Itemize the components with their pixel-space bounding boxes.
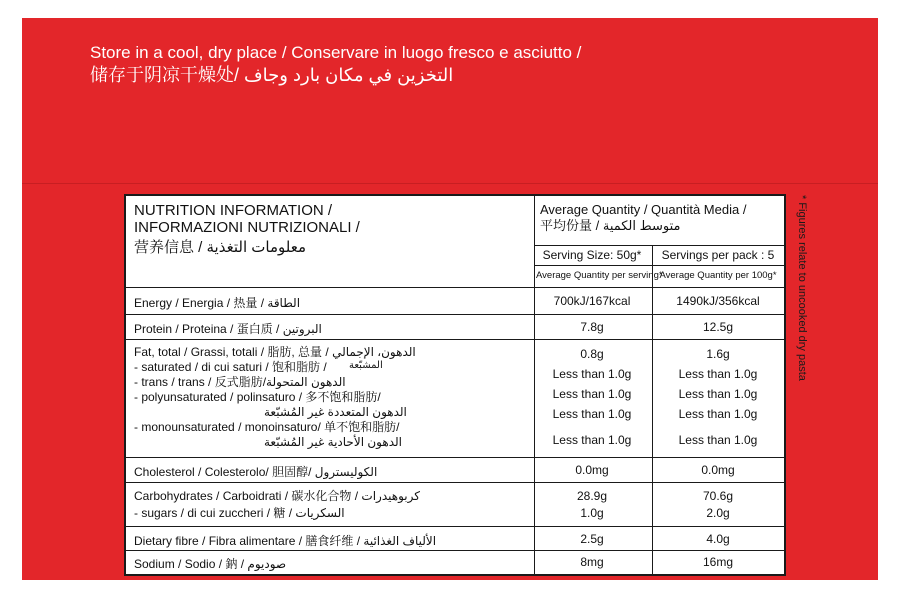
title-en: NUTRITION INFORMATION / — [134, 202, 333, 219]
cholesterol-serving: 0.0mg — [575, 463, 609, 477]
sodium-per100: 16mg — [702, 555, 734, 569]
energy-row — [126, 287, 784, 314]
sodium-label: Sodium / Sodio / 鈉 / صوديوم — [134, 557, 287, 571]
energy-per100: 1490kJ/356kcal — [676, 294, 760, 308]
average-quantity-header — [540, 202, 746, 234]
serving-size: Serving Size: 50g* — [542, 248, 642, 262]
trans-per100: Less than 1.0g — [678, 387, 758, 401]
carbs-serving: 28.9g — [576, 489, 608, 503]
saturated-arabic: المشبّعة — [349, 360, 383, 371]
avg-line-2: 平均份量 / متوسط الكمية — [540, 218, 681, 233]
fibre-row — [126, 526, 784, 550]
fibre-serving: 2.5g — [580, 532, 604, 546]
carbs-serving-values — [536, 488, 648, 522]
trans-label: - trans / trans / 反式脂肪/الدهون المتحولة — [134, 375, 346, 389]
storage-instructions — [90, 42, 581, 86]
title-zh-ar: 营养信息 / معلومات التغذية — [134, 239, 306, 256]
saturated-label: - saturated / di cui saturi / 饱和脂肪 / — [134, 360, 327, 374]
protein-serving: 7.8g — [580, 320, 604, 334]
poly-arabic: الدهون المتعددة غير المُشبّعة — [264, 405, 407, 419]
sodium-row — [126, 550, 784, 574]
fat-row — [126, 339, 784, 457]
poly-label: - polyunsaturated / polinsaturo / 多不饱和脂肪/ — [134, 390, 381, 404]
poly-per100: Less than 1.0g — [678, 407, 758, 421]
carbs-labels — [134, 488, 420, 522]
carbs-per100-values — [656, 488, 780, 522]
fibre-label: Dietary fibre / Fibra alimentare / 膳食纤维 / الألياف الغذائية — [134, 534, 437, 548]
title-it: INFORMAZIONI NUTRIZIONALI / — [134, 219, 360, 236]
storage-line-1: Store in a cool, dry place / Conservare in luogo fresco e asciutto / — [90, 43, 582, 62]
mono-label: - monounsaturated / monoinsaturo/ 单不饱和脂肪/ — [134, 420, 400, 434]
avg-line-1: Average Quantity / Quantità Media / — [540, 202, 747, 217]
trans-serving: Less than 1.0g — [552, 387, 632, 401]
mono-serving: Less than 1.0g — [552, 433, 632, 447]
servings-per-pack: Servings per pack : 5 — [661, 248, 775, 262]
per-serving-label: Average Quantity per serving* — [536, 270, 663, 281]
mono-per100: Less than 1.0g — [678, 433, 758, 447]
carbs-label: Carbohydrates / Carboidrati / 碳水化合物 / كربوهيدرات — [134, 489, 420, 503]
storage-line-2: 储存于阴凉干燥处/ التخزين في مكان بارد وجاف — [90, 65, 454, 85]
poly-serving: Less than 1.0g — [552, 407, 632, 421]
serving-row — [126, 245, 784, 265]
fat-total-serving: 0.8g — [580, 347, 604, 361]
protein-label: Protein / Proteina / 蛋白质 / البروتين — [134, 322, 322, 336]
protein-row — [126, 314, 784, 339]
sodium-serving: 8mg — [580, 555, 604, 569]
carbs-per100: 70.6g — [702, 489, 734, 503]
fibre-per100: 4.0g — [706, 532, 730, 546]
per-100g-label: Average Quantity per 100g* — [659, 270, 777, 281]
fat-total-label: Fat, total / Grassi, totali / 脂肪, 总量 / الدهون، الإجمالي — [134, 345, 416, 359]
sugars-per100: 2.0g — [706, 506, 730, 520]
fat-serving-values — [536, 344, 648, 450]
mono-arabic: الدهون الأحادية غير المُشبّعة — [264, 435, 402, 449]
saturated-per100: Less than 1.0g — [678, 367, 758, 381]
fold-line — [22, 183, 878, 184]
cholesterol-per100: 0.0mg — [701, 463, 735, 477]
protein-per100: 12.5g — [702, 320, 734, 334]
sugars-serving: 1.0g — [580, 506, 604, 520]
fat-labels — [134, 345, 416, 450]
energy-label: Energy / Energia / 热量 / الطاقة — [134, 296, 301, 310]
cholesterol-label: Cholesterol / Colesterolo/ 胆固醇/ الكوليسترول — [134, 465, 378, 479]
side-note: * Figures relate to uncooked dry pasta — [796, 195, 808, 381]
fat-per100-values — [656, 344, 780, 450]
nutrition-table — [124, 194, 786, 576]
saturated-serving: Less than 1.0g — [552, 367, 632, 381]
cholesterol-row — [126, 457, 784, 482]
sugars-label: - sugars / di cui zuccheri / 糖 / السكريات — [134, 506, 345, 520]
per-row — [126, 265, 784, 287]
energy-serving: 700kJ/167kcal — [553, 294, 631, 308]
carbohydrates-row — [126, 482, 784, 526]
fat-total-per100: 1.6g — [706, 347, 730, 361]
